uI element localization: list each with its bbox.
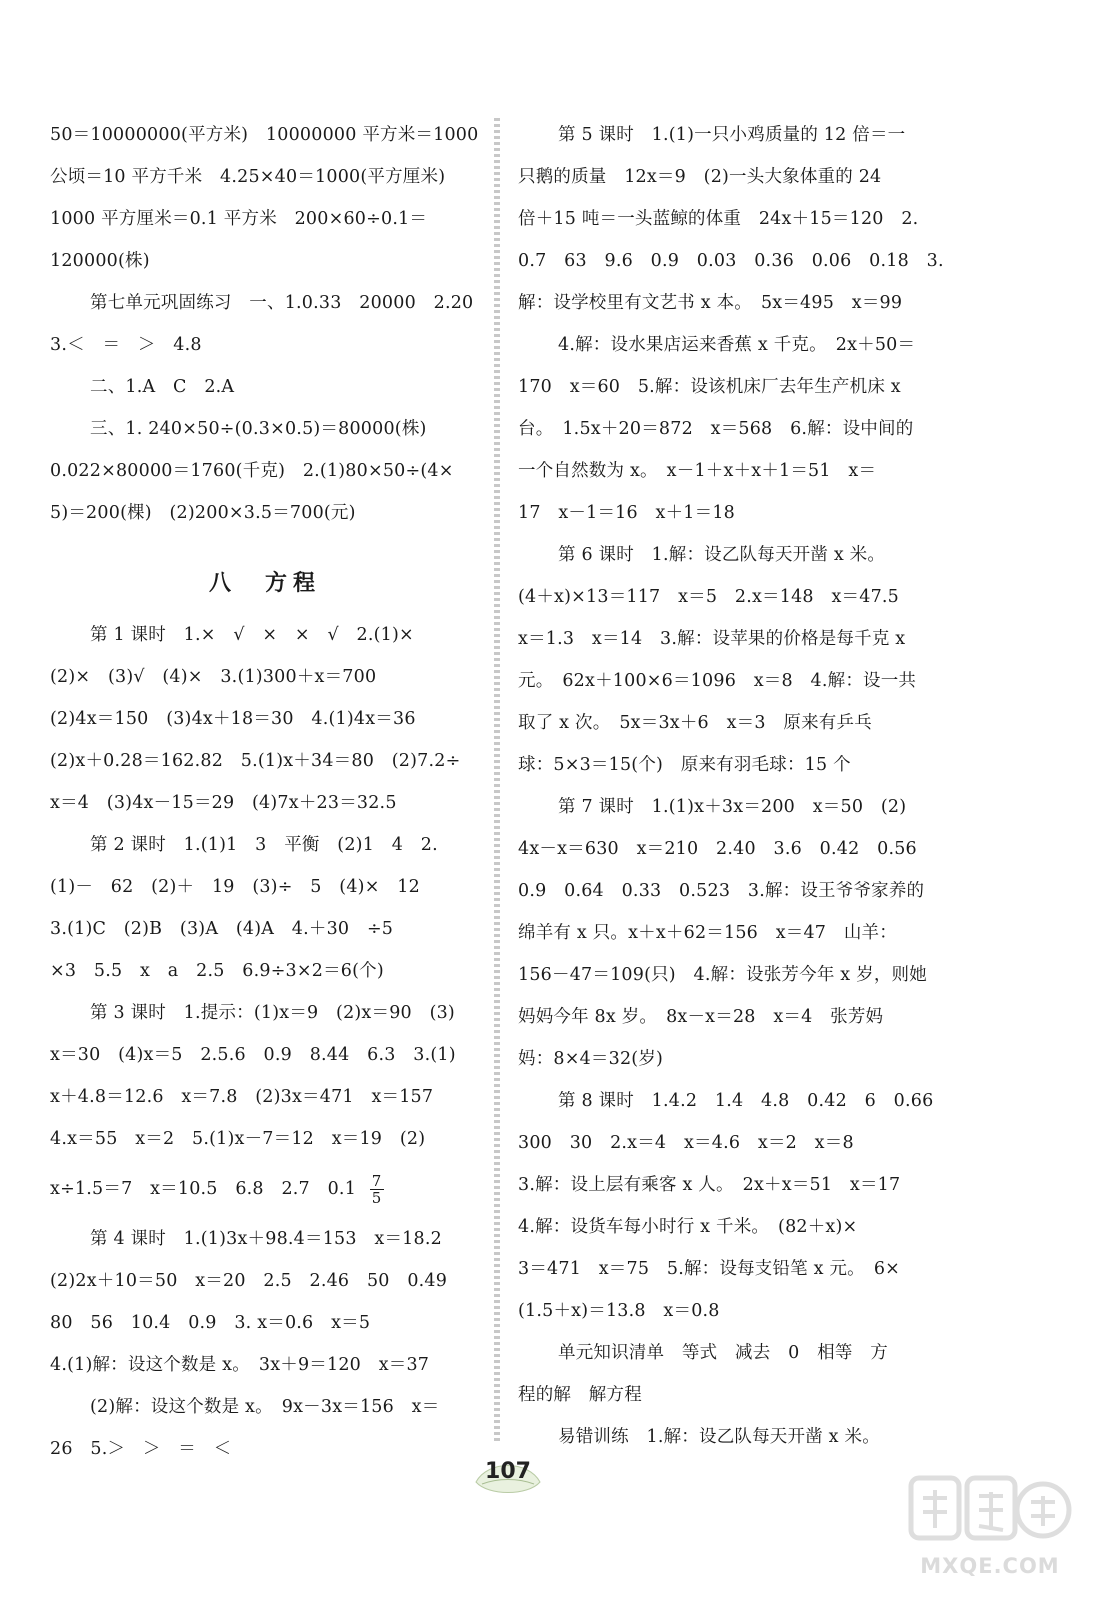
- answer-line: (4＋x)×13＝117 x＝5 2.x＝148 x＝47.5: [518, 587, 899, 607]
- answer-line: 妈：8×4＝32(岁): [518, 1049, 664, 1069]
- fraction-denominator: 5: [371, 1189, 382, 1207]
- answer-line: x＝1.3 x＝14 3.解：设苹果的价格是每千克 x: [518, 629, 906, 649]
- answer-line: 第 4 课时 1.(1)3x＋98.4＝153 x＝18.2: [90, 1229, 442, 1249]
- answer-line: 156－47＝109(只) 4.解：设张芳今年 x 岁，则她: [518, 965, 927, 985]
- answer-line: 3＝471 x＝75 5.解：设每支铅笔 x 元。 6×: [518, 1259, 901, 1279]
- right-column: [518, 114, 943, 1458]
- answer-line: 3.解：设上层有乘客 x 人。 2x＋x＝51 x＝17: [518, 1175, 901, 1195]
- right-answer-block: [518, 114, 943, 1458]
- fraction-answer-line: [50, 1160, 480, 1218]
- fraction: [370, 1173, 384, 1207]
- watermark-text: MXQE.COM: [920, 1554, 1060, 1578]
- answer-line: 第 3 课时 1.提示：(1)x＝9 (2)x＝90 (3): [90, 1003, 455, 1023]
- answer-line: 三、1. 240×50÷(0.3×0.5)＝80000(株): [90, 419, 427, 439]
- answer-line: 二、1.A C 2.A: [90, 377, 235, 397]
- answer-line: 26 5.＞ ＞ ＝ ＜: [50, 1439, 232, 1459]
- left-column: [50, 114, 480, 1470]
- answer-line: 1000 平方厘米＝0.1 平方米 200×60÷0.1＝: [50, 209, 428, 229]
- answer-line: 取了 x 次。 5x＝3x＋6 x＝3 原来有乒乓: [518, 713, 872, 733]
- answer-line: 球：5×3＝15(个) 原来有羽毛球：15 个: [518, 755, 851, 775]
- answer-line: 第 5 课时 1.(1)一只小鸡质量的 12 倍＝一: [558, 125, 906, 145]
- answer-line: 妈妈今年 8x 岁。 8x－x＝28 x＝4 张芳妈: [518, 1007, 884, 1027]
- answer-line: 0.9 0.64 0.33 0.523 3.解：设王爷爷家养的: [518, 881, 925, 901]
- left-answer-block-3: [50, 1218, 480, 1470]
- answer-line: 一个自然数为 x。 x－1＋x＋x＋1＝51 x＝: [518, 461, 877, 481]
- answer-line: 程的解 解方程: [518, 1385, 642, 1405]
- answer-line: x＝30 (4)x＝5 2.5.6 0.9 8.44 6.3 3.(1): [50, 1045, 456, 1065]
- answer-line: 300 30 2.x＝4 x＝4.6 x＝2 x＝8: [518, 1133, 854, 1153]
- answer-line: (1.5＋x)＝13.8 x＝0.8: [518, 1301, 720, 1321]
- answer-line: (1)－ 62 (2)＋ 19 (3)÷ 5 (4)× 12: [50, 877, 420, 897]
- answer-line: 3.＜ ＝ ＞ 4.8: [50, 335, 202, 355]
- answer-line: (2)× (3)√ (4)× 3.(1)300＋x＝700: [50, 667, 377, 687]
- fraction-numerator: 7: [371, 1171, 382, 1190]
- answer-line: 倍＋15 吨＝一头蓝鲸的体重 24x＋15＝120 2.: [518, 209, 919, 229]
- left-answer-block-2: [50, 614, 480, 1160]
- answer-line: x＝4 (3)4x－15＝29 (4)7x＋23＝32.5: [50, 793, 397, 813]
- answer-line: 80 56 10.4 0.9 3. x＝0.6 x＝5: [50, 1313, 371, 1333]
- answer-line: 4x－x＝630 x＝210 2.40 3.6 0.42 0.56: [518, 839, 917, 859]
- fraction-line-text: x÷1.5＝7 x＝10.5 6.8 2.7 0.1: [50, 1179, 357, 1199]
- answer-line: 第七单元巩固练习 一、1.0.33 20000 2.20: [90, 293, 474, 313]
- section-spacer: [50, 534, 480, 554]
- answer-line: 5)＝200(棵) (2)200×3.5＝700(元): [50, 503, 356, 523]
- answer-line: 第 8 课时 1.4.2 1.4 4.8 0.42 6 0.66: [558, 1091, 934, 1111]
- answer-line: 4.解：设水果店运来香蕉 x 千克。 2x＋50＝: [558, 335, 916, 355]
- answer-line: 只鹅的质量 12x＝9 (2)一头大象体重的 24: [518, 167, 882, 187]
- answer-line: 0.7 63 9.6 0.9 0.03 0.36 0.06 0.18 3.: [518, 251, 944, 271]
- answer-line: ×3 5.5 x a 2.5 6.9÷3×2＝6(个): [50, 961, 384, 981]
- answer-line: 17 x－1＝16 x＋1＝18: [518, 503, 736, 523]
- answer-line: 解：设学校里有文艺书 x 本。 5x＝495 x＝99: [518, 293, 903, 313]
- watermark-logo: [905, 1468, 1075, 1590]
- answer-line: 第 2 课时 1.(1)1 3 平衡 (2)1 4 2.: [90, 835, 438, 855]
- answer-line: 50＝10000000(平方米) 10000000 平方米＝1000: [50, 125, 479, 145]
- answer-line: 120000(株): [50, 251, 150, 271]
- answer-line: (2)4x＝150 (3)4x＋18＝30 4.(1)4x＝36: [50, 709, 416, 729]
- column-divider: [494, 118, 500, 1443]
- answer-line: 台。 1.5x＋20＝872 x＝568 6.解：设中间的: [518, 419, 914, 439]
- section-title: 八 方程: [208, 571, 321, 596]
- answer-line: 第 7 课时 1.(1)x＋3x＝200 x＝50 (2): [558, 797, 907, 817]
- answer-line: (2)解：设这个数是 x。 9x－3x＝156 x＝: [90, 1397, 440, 1417]
- answer-line: 公顷＝10 平方千米 4.25×40＝1000(平方厘米): [50, 167, 446, 187]
- answer-line: 4.(1)解：设这个数是 x。 3x＋9＝120 x＝37: [50, 1355, 430, 1375]
- answer-line: 0.022×80000＝1760(千克) 2.(1)80×50÷(4×: [50, 461, 454, 481]
- page-number: 107: [485, 1459, 531, 1484]
- answer-line: 3.(1)C (2)B (3)A (4)A 4.＋30 ÷5: [50, 919, 394, 939]
- answer-line: (2)2x＋10＝50 x＝20 2.5 2.46 50 0.49: [50, 1271, 448, 1291]
- answer-line: 易错训练 1.解：设乙队每天开凿 x 米。: [558, 1427, 880, 1447]
- answer-line: 单元知识清单 等式 减去 0 相等 方: [558, 1343, 888, 1363]
- answer-line: (2)x＋0.28＝162.82 5.(1)x＋34＝80 (2)7.2÷: [50, 751, 461, 771]
- answer-line: 4.x＝55 x＝2 5.(1)x－7＝12 x＝19 (2): [50, 1129, 426, 1149]
- left-answer-block-1: [50, 114, 480, 534]
- answer-line: 绵羊有 x 只。x＋x＋62＝156 x＝47 山羊：: [518, 923, 897, 943]
- answer-line: 元。 62x＋100×6＝1096 x＝8 4.解：设一共: [518, 671, 917, 691]
- answer-line: x＋4.8＝12.6 x＝7.8 (2)3x＝471 x＝157: [50, 1087, 434, 1107]
- answer-line: 170 x＝60 5.解：设该机床厂去年生产机床 x: [518, 377, 901, 397]
- answer-line: 第 6 课时 1.解：设乙队每天开凿 x 米。: [558, 545, 886, 565]
- answer-line: 4.解：设货车每小时行 x 千米。 (82＋x)×: [518, 1217, 858, 1237]
- answer-line: 第 1 课时 1.× √ × × √ 2.(1)×: [90, 625, 414, 645]
- watermark-seal-icon: [905, 1468, 1075, 1558]
- page-number-badge: [468, 1452, 548, 1500]
